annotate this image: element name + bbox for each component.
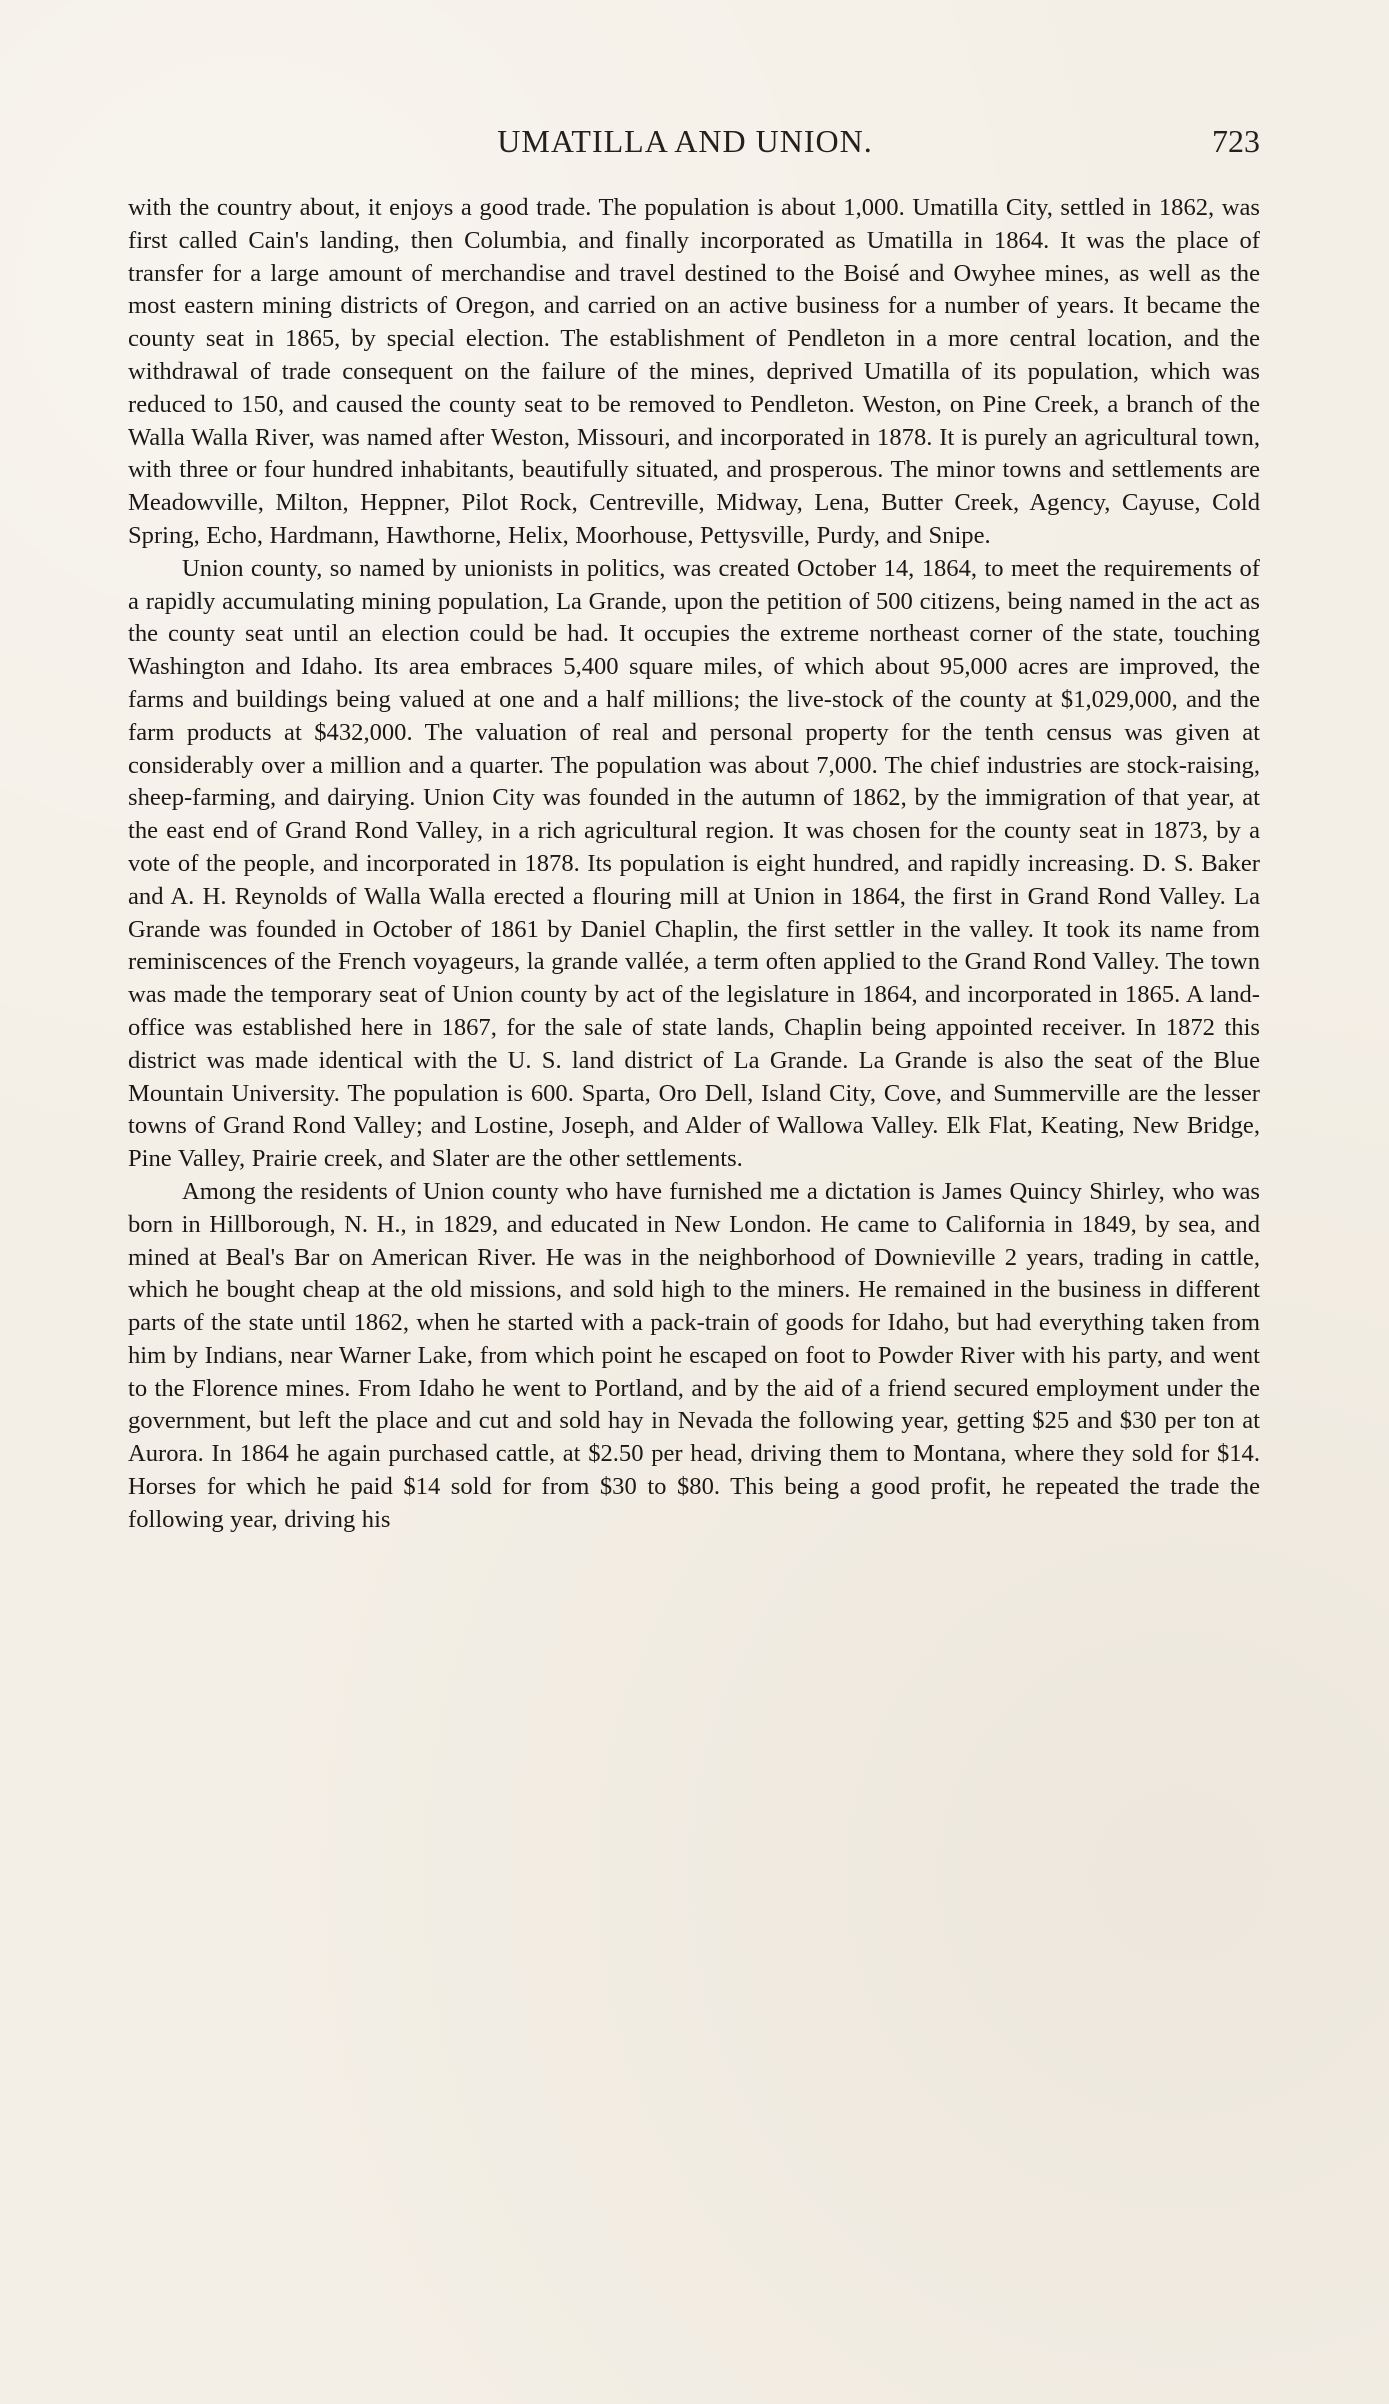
page-number: 723	[1212, 123, 1260, 159]
body-paragraph-3: Among the residents of Union county who have furnished me a dictation is James Quincy Shirley, who was born in Hillborough, N. H., in 1829, and educated in New London. He came to California in 1849, by sea, and mined at Beal's Bar on American River. He was in the neighborhood of Downieville 2 years, trading in cattle, which he bought cheap at the old missions, and sold high to the miners. He remained in the business in different parts of the state until 1862, when he started with a pack-train of goods for Idaho, but had everything taken from him by Indians, near Warner Lake, from which point he escaped on foot to Powder River with his party, and went to the Florence mines. From Idaho he went to Portland, and by the aid of a friend secured employment under the government, but left the place and cut and sold hay in Nevada the following year, getting $25 and $30 per ton at Aurora. In 1864 he again purchased cattle, at $2.50 per head, driving them to Montana, where they sold for $14. Horses for which he paid $14 sold for from $30 to $80. This being a good profit, he repeated the trade the following year, driving his	[128, 1177, 1260, 1533]
running-title: UMATILLA AND UNION.	[497, 123, 873, 159]
page-body	[128, 192, 1260, 1537]
page-header	[130, 118, 1260, 170]
body-paragraph-2: Union county, so named by unionists in politics, was created October 14, 1864, to meet the requirements of a rapidly accumulating mining population, La Grande, upon the petition of 500 citizens, being named in the act as the county seat until an election could be had. It occupies the extreme northeast corner of the state, touching Washington and Idaho. Its area embraces 5,400 square miles, of which about 95,000 acres are improved, the farms and buildings being valued at one and a half millions; the live-stock of the county at $1,029,000, and the farm products at $432,000. The valuation of real and personal property for the tenth census was given at considerably over a million and a quarter. The population was about 7,000. The chief industries are stock-raising, sheep-farming, and dairying. Union City was founded in the autumn of 1862, by the immigration of that year, at the east end of Grand Rond Valley, in a rich agricultural region. It was chosen for the county seat in 1873, by a vote of the people, and incorporated in 1878. Its population is eight hundred, and rapidly increasing. D. S. Baker and A. H. Reynolds of Walla Walla erected a flouring mill at Union in 1864, the first in Grand Rond Valley. La Grande was founded in October of 1861 by Daniel Chaplin, the first settler in the valley. It took its name from reminiscences of the French voyageurs, la grande vallée, a term often applied to the Grand Rond Valley. The town was made the temporary seat of Union county by act of the legislature in 1864, and incorporated in 1865. A land-office was established here in 1867, for the sale of state lands, Chaplin being appointed receiver. In 1872 this district was made identical with the U. S. land district of La Grande. La Grande is also the seat of the Blue Mountain University. The population is 600. Sparta, Oro Dell, Island City, Cove, and Summerville are the lesser towns of Grand Rond Valley; and Lostine, Joseph, and Alder of Wallowa Valley. Elk Flat, Keating, New Bridge, Pine Valley, Prairie creek, and Slater are the other settlements.	[128, 554, 1260, 1173]
body-paragraph-1: with the country about, it enjoys a good trade. The population is about 1,000. Umatilla City, settled in 1862, was first called Cain's landing, then Columbia, and finally incorporated as Umatilla in 1864. It was the place of transfer for a large amount of merchandise and travel destined to the Boisé and Owyhee mines, as well as the most eastern mining districts of Oregon, and carried on an active business for a number of years. It became the county seat in 1865, by special election. The establishment of Pendleton in a more central location, and the withdrawal of trade consequent on the failure of the mines, deprived Umatilla of its population, which was reduced to 150, and caused the county seat to be removed to Pendleton. Weston, on Pine Creek, a branch of the Walla Walla River, was named after Weston, Missouri, and incorporated in 1878. It is purely an agricultural town, with three or four hundred inhabitants, beautifully situated, and prosperous. The minor towns and settlements are Meadowville, Milton, Heppner, Pilot Rock, Centreville, Midway, Lena, Butter Creek, Agency, Cayuse, Cold Spring, Echo, Hardmann, Hawthorne, Helix, Moorhouse, Pettysville, Purdy, and Snipe.	[128, 194, 1260, 549]
